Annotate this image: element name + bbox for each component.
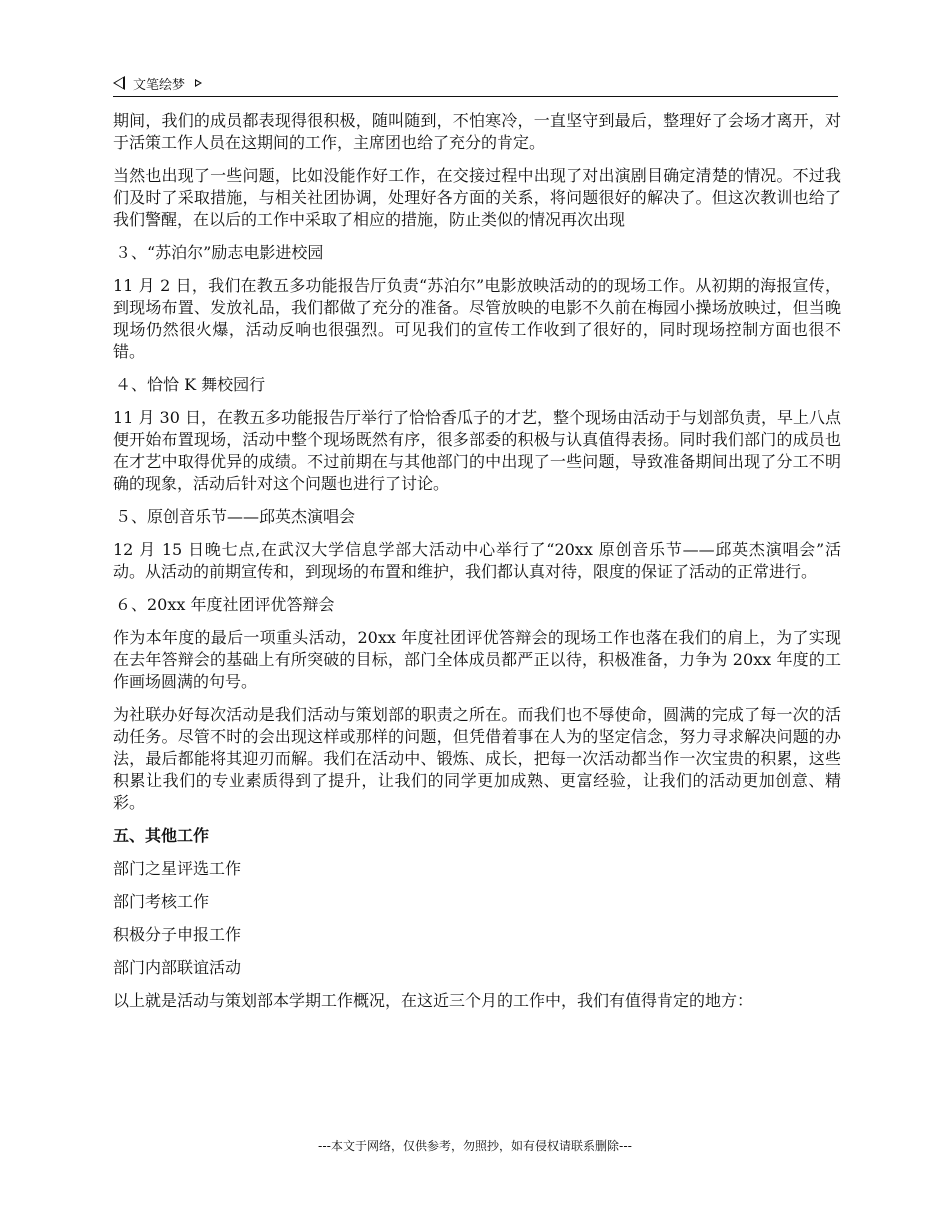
paragraph: 期间，我们的成员都表现得很积极，随叫随到，不怕寒冷，一直坚守到最后，整理好了会场才离开，对于活策工作人员在这期间的工作，主席团也给了充分的肯定。 [113, 111, 841, 152]
paragraph: 作为本年度的最后一项重头活动，20xx 年度社团评优答辩会的现场工作也落在我们的肩上，为了实现在去年答辩会的基础上有所突破的目标，部门全体成员都严正以待，积极准备，力争为 20xx 年度的工作画场圆满的句号。 [113, 628, 841, 691]
header-brand: 文笔绘梦 [133, 77, 186, 93]
list-item: 部门内部联谊活动 [113, 958, 242, 977]
page-footer: ---本文于网络，仅供参考，勿照抄，如有侵权请联系删除--- [318, 1139, 632, 1153]
section-item-heading: ３、“苏泊尔”励志电影进校园 [115, 243, 324, 262]
list-item: 部门之星评选工作 [113, 859, 242, 878]
paragraph: 为社联办好每次活动是我们活动与策划部的职责之所在。而我们也不辱使命，圆满的完成了每一次的活动任务。尽管不时的会出现这样或那样的问题，但凭借着事在人为的坚定信念，努力寻求解决问题的办法，最后都能将其迎刃而解。我们在活动中、锻炼、成长，把每一次活动都当作一次宝贵的积累，这些积累让我们的专业素质得到了提升，让我们的同学更加成熟、更富经验，让我们的活动更加创意、精彩。 [113, 705, 841, 812]
list-item: 积极分子申报工作 [113, 925, 242, 944]
section-item-heading: ５、原创音乐节——邱英杰演唱会 [115, 507, 356, 526]
triangle-left-icon [113, 76, 125, 90]
paragraph: 当然也出现了一些问题，比如没能作好工作，在交接过程中出现了对出演剧目确定清楚的情况。不过我们及时了采取措施，与相关社团协调，处理好各方面的关系，将问题很好的解决了。但这次教训也给了我们警醒，在以后的工作中采取了相应的措施，防止类似的情况再次出现 [113, 166, 841, 229]
paragraph: 12 月 15 日晚七点,在武汉大学信息学部大活动中心举行了“20xx 原创音乐节——邱英杰演唱会”活动。从活动的前期宣传和，到现场的布置和维护，我们都认真对待，限度的保证了活动的正常进行。 [113, 540, 841, 581]
paragraph: 以上就是活动与策划部本学期工作概况，在这近三个月的工作中，我们有值得肯定的地方： [113, 991, 754, 1010]
document-body [113, 110, 841, 1023]
page-header [113, 70, 838, 97]
section-item-heading: ４、恰恰 K 舞校园行 [115, 375, 266, 394]
triangle-right-icon [195, 79, 202, 87]
paragraph: 11 月 2 日，我们在教五多功能报告厅负责“苏泊尔”电影放映活动的的现场工作。从初期的海报宣传，到现场布置、发放礼品，我们都做了充分的准备。尽管放映的电影不久前在梅园小操场放映过，但当晚现场仍然很火爆，活动反响也很强烈。可见我们的宣传工作收到了很好的，同时现场控制方面也很不错。 [113, 276, 841, 361]
section-item-heading: ６、20xx 年度社团评优答辩会 [115, 595, 335, 614]
paragraph: 11 月 30 日，在教五多功能报告厅举行了恰恰香瓜子的才艺，整个现场由活动于与划部负责，早上八点便开始布置现场，活动中整个现场既然有序，很多部委的积极与认真值得表扬。同时我们部门的成员也在才艺中取得优异的成绩。不过前期在与其他部门的中出现了一些问题，导致准备期间出现了分工不明确的现象，活动后针对这个问题也进行了讨论。 [113, 408, 841, 493]
section-heading: 五、其他工作 [113, 826, 210, 845]
list-item: 部门考核工作 [113, 892, 210, 911]
